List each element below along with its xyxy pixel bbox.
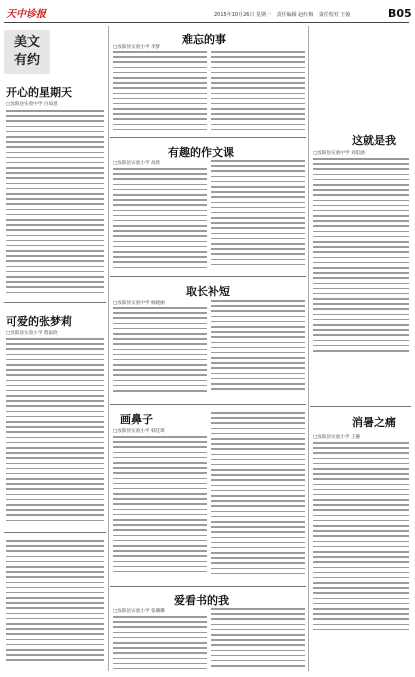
article-divider [110, 586, 306, 587]
header-designer: 责任校对 王俊 [318, 12, 351, 18]
article-title: 可爱的张梦莉 [6, 315, 72, 328]
article-body [313, 158, 409, 358]
article-body [113, 436, 207, 580]
article-divider [310, 406, 411, 407]
article-body [6, 338, 104, 528]
article-byline: □汝阳县实验中学 杨晓丽 [113, 301, 165, 306]
column-divider [308, 26, 309, 671]
article-body [6, 110, 104, 298]
header-editor: 责任编辑 赵红梅 [276, 12, 314, 18]
article-divider [4, 302, 106, 303]
page-number: B05 [388, 7, 412, 20]
article-title: 开心的星期天 [6, 86, 72, 99]
page-header-info [214, 11, 354, 18]
article-body [211, 300, 305, 398]
article-byline: □汝阳县实验小学 韩佳琪 [113, 429, 165, 434]
article-body [113, 168, 207, 272]
article-body [211, 160, 305, 272]
article-body [6, 540, 104, 668]
article-title: 难忘的事 [182, 33, 226, 46]
masthead-rule [4, 22, 409, 23]
article-divider [110, 137, 306, 138]
section-name: 美文 [13, 35, 40, 50]
article-title: 消暑之痛 [352, 416, 396, 429]
section-name-2: 有约 [13, 53, 40, 68]
header-date: 2015年10月26日 星期一 [214, 12, 272, 18]
masthead-logo: 天中诊报 [6, 9, 46, 20]
article-byline: □汝阳县实验小学 高欣 [113, 161, 161, 166]
article-title: 画鼻子 [120, 413, 153, 426]
article-title: 有趣的作文课 [168, 146, 234, 159]
article-byline: □汝阳县实验小学 王静 [313, 435, 361, 440]
article-title: 这就是我 [352, 134, 396, 147]
article-byline: □汝阳县实验小学 张珊珊 [113, 609, 165, 614]
article-body [211, 412, 305, 580]
article-body [211, 608, 305, 672]
article-divider [110, 276, 306, 277]
section-tag [4, 30, 50, 74]
column-divider [108, 26, 109, 671]
article-title: 取长补短 [186, 285, 230, 298]
article-body [211, 51, 305, 133]
article-body [113, 616, 207, 672]
article-body [113, 51, 207, 133]
article-divider [4, 532, 106, 533]
article-body [313, 442, 409, 638]
article-byline: □汝阳县实验中学 刘思涵 [313, 151, 365, 156]
article-byline: □汝阳县实验中学 白如意 [6, 102, 58, 107]
article-byline: □汝阳县实验小学 程雨欣 [6, 331, 58, 336]
article-body [113, 307, 207, 397]
article-divider [110, 404, 306, 405]
article-byline: □汝阳县实验小学 李梦 [113, 45, 161, 50]
article-title: 爱看书的我 [174, 594, 229, 607]
